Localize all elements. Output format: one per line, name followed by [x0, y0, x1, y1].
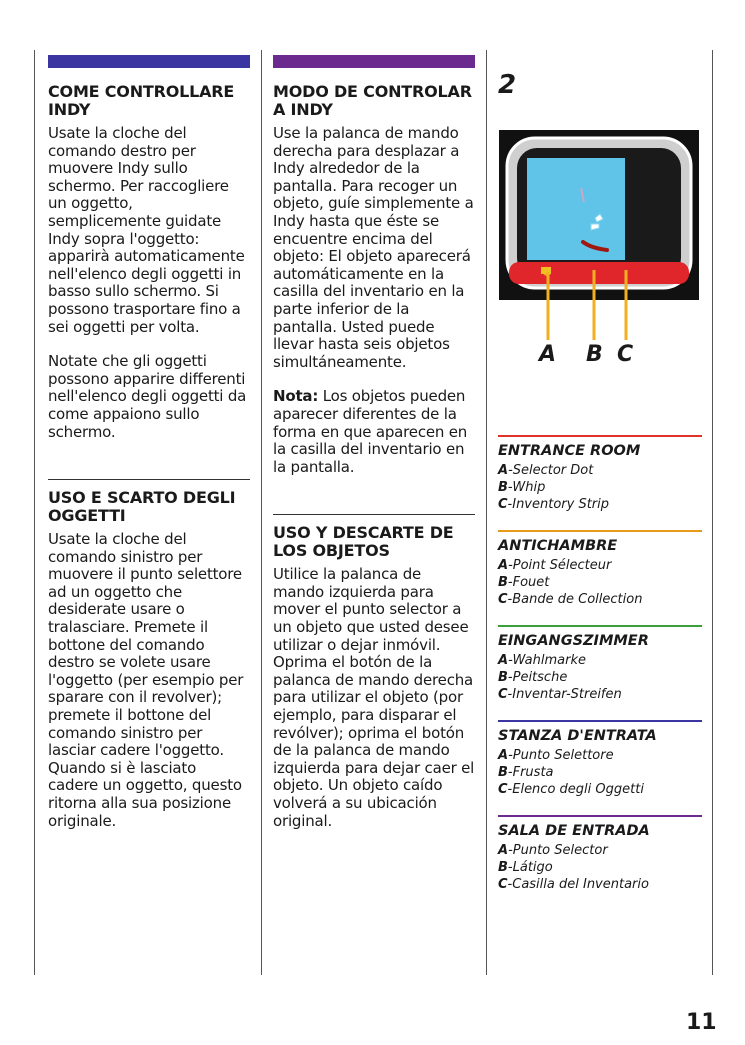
page-number: 11	[686, 1010, 717, 1035]
spanish-paragraph-1: Use la palanca de mando derecha para desplazar a Indy alrededor de la pantalla. Para recoger un objeto, guíe simplemente a Indy hasta que éste se encuentre encima del objeto: El objeto aparecerá automáticamente en la casilla del inventario en la parte inferior de la pantalla. Usted puede llevar hasta seis objetos simultáneamente.	[273, 124, 474, 371]
lang-item-a: A-Wahlmarke	[498, 653, 586, 668]
lang-rule	[498, 530, 702, 532]
callout-label-b: B	[586, 342, 603, 367]
spanish-separator	[273, 514, 475, 515]
lang-block-french	[498, 530, 702, 608]
italian-heading-objects: USO E SCARTO DEGLI OGGETTI	[48, 488, 236, 526]
callout-label-c: C	[617, 342, 634, 367]
column-rule-mid1	[261, 50, 262, 975]
game-playfield	[527, 158, 625, 260]
italian-paragraph-1: Usate la cloche del comando destro per muovere Indy sullo schermo. Per raccogliere un oggetto, semplicemente guidate Indy sopra l'oggetto: apparirà automaticamente nell'elenco degli oggetti in basso sullo schermo. Si possono trasportare fino a sei oggetti per volta.	[48, 124, 245, 336]
lang-title: EINGANGSZIMMER	[498, 633, 649, 649]
lang-title: ANTICHAMBRE	[498, 538, 618, 554]
lang-item-b: B-Whip	[498, 480, 546, 495]
column-rule-right	[712, 50, 713, 975]
column-rule-mid2	[486, 50, 487, 975]
callout-lines	[499, 270, 699, 350]
lang-title: STANZA D'ENTRATA	[498, 728, 657, 744]
callout-label-a: A	[539, 342, 557, 367]
lang-item-c: C-Inventory Strip	[498, 497, 610, 512]
lang-rule	[498, 720, 702, 722]
lang-item-c: C-Elenco degli Oggetti	[498, 782, 644, 797]
spanish-note-text: Los objetos pueden aparecer diferentes de la forma en que aparecen en la casilla del inventario en la pantalla.	[273, 387, 468, 476]
spanish-paragraph-3: Utilice la palanca de mando izquierda para mover el punto selector a un objeto que usted desee utilizar o dejar inmóvil. Oprima el botón de la palanca de mando derecha para utilizar el objeto (por ejemplo, para disparar el revólver); oprima el botón de la palanca de mando izquierda para dejar caer el objeto. Un objeto caído volverá a su ubicación original.	[273, 565, 475, 830]
lang-item-a: A-Punto Selector	[498, 843, 608, 858]
lang-item-c: C-Bande de Collection	[498, 592, 643, 607]
lang-title: SALA DE ENTRADA	[498, 823, 650, 839]
italian-column	[48, 55, 250, 830]
lang-rule	[498, 435, 702, 437]
lang-item-a: A-Selector Dot	[498, 463, 594, 478]
lang-rule	[498, 625, 702, 627]
column-rule-left	[34, 50, 35, 975]
lang-block-spanish	[498, 815, 702, 893]
lang-item-c: C-Casilla del Inventario	[498, 877, 649, 892]
lang-rule	[498, 815, 702, 817]
spanish-note-label: Nota:	[273, 387, 319, 406]
lang-title: ENTRANCE ROOM	[498, 443, 641, 459]
spanish-heading-controls: MODO DE CONTROLAR A INDY	[273, 82, 472, 119]
lang-item-b: B-Peitsche	[498, 670, 568, 685]
lang-item-b: B-Frusta	[498, 765, 554, 780]
spanish-note	[273, 388, 475, 476]
lang-item-a: A-Point Sélecteur	[498, 558, 612, 573]
lang-block-german	[498, 625, 702, 703]
spanish-heading-objects: USO Y DESCARTE DE LOS OBJETOS	[273, 523, 454, 561]
lang-block-italian	[498, 720, 702, 798]
spanish-column	[273, 55, 475, 830]
lang-block-english	[498, 435, 702, 513]
figure-number: 2	[498, 70, 517, 100]
lang-item-b: B-Fouet	[498, 575, 550, 590]
spanish-color-bar	[273, 55, 475, 68]
italian-heading-controls: COME CONTROLLARE INDY	[48, 82, 235, 119]
lang-item-c: C-Inventar-Streifen	[498, 687, 622, 702]
italian-paragraph-2: Notate che gli oggetti possono apparire differenti nell'elenco degli oggetti da come appaiono sullo schermo.	[48, 352, 247, 441]
lang-item-b: B-Látigo	[498, 860, 553, 875]
italian-color-bar	[48, 55, 250, 68]
lang-item-a: A-Punto Selettore	[498, 748, 614, 763]
italian-separator	[48, 479, 250, 480]
italian-paragraph-3: Usate la cloche del comando sinistro per muovere il punto selettore ad un oggetto che desiderate usare o tralasciare. Premete il bottone del comando destro se volete usare l'oggetto (per esempio per sparare con il revolver); premete il bottone del comando sinistro per lasciar cadere l'oggetto. Quando si è lasciato cadere un oggetto, questo ritorna alla sua posizione originale.	[48, 530, 244, 830]
